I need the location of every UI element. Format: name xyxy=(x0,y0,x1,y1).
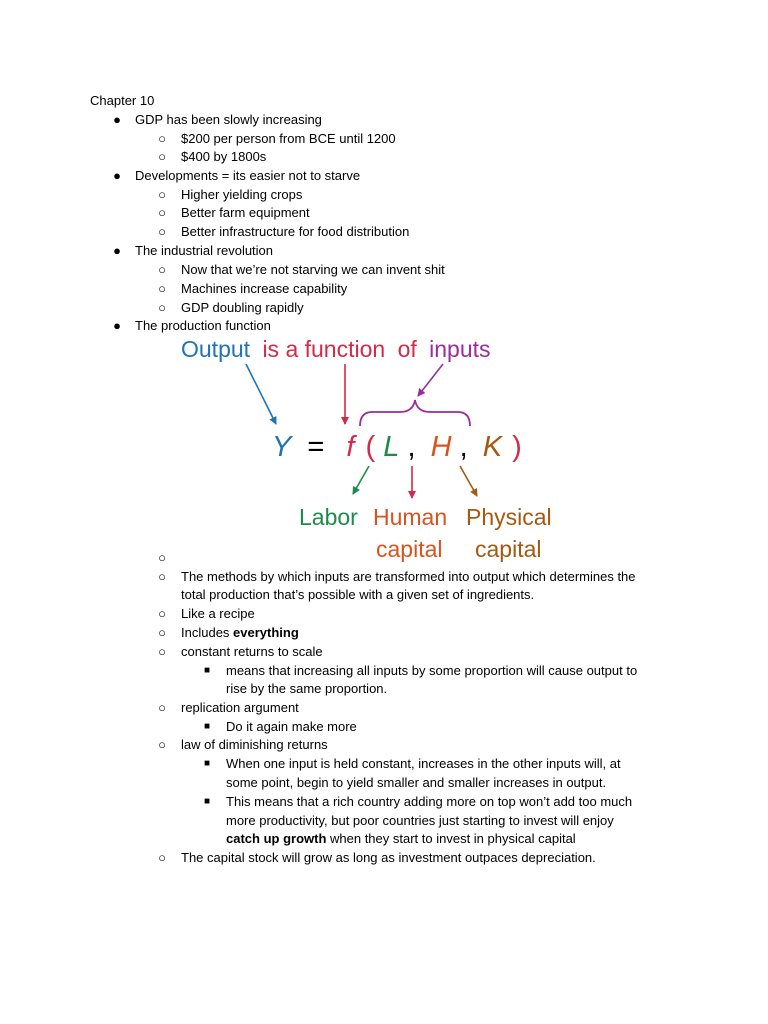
curly-brace-icon xyxy=(360,400,470,426)
list-item: The industrial revolution xyxy=(135,243,274,258)
equation-equals: = xyxy=(307,431,325,463)
diagram-output-label: Output xyxy=(181,336,251,362)
equation-y: Y xyxy=(272,431,292,463)
bullet-hollow-icon: ○ xyxy=(158,281,166,296)
list-item: Now that we’re not starving we can invent shit xyxy=(181,262,445,277)
physical-capital-label-line2: capital xyxy=(475,536,542,562)
bullet-hollow-icon: ○ xyxy=(158,262,166,277)
catch-up-growth-bold-text: catch up growth xyxy=(226,831,327,846)
bullet-hollow-icon: ○ xyxy=(158,224,166,239)
list-item: Do it again make more xyxy=(226,719,357,734)
includes-bold-text: everything xyxy=(233,625,299,640)
equation-comma-1: , xyxy=(407,431,416,463)
bullet-hollow-icon: ○ xyxy=(158,131,166,146)
bullet-hollow-icon: ○ xyxy=(158,205,166,220)
list-item: When one input is held constant, increases in the other inputs will, at xyxy=(226,756,621,771)
bullet-hollow-icon: ○ xyxy=(158,644,166,659)
list-item: This means that a rich country adding more on top won’t add too much xyxy=(226,794,633,809)
equation-l: L xyxy=(383,431,400,463)
diagram-inputs-label: inputs xyxy=(429,336,491,362)
bullet-hollow-icon: ○ xyxy=(158,625,166,640)
bullet-square-icon: ■ xyxy=(203,665,211,676)
equation-f: f xyxy=(346,431,355,463)
includes-text: Includes xyxy=(181,625,234,640)
human-capital-label-line2: capital xyxy=(376,536,443,562)
list-item xyxy=(181,625,299,641)
bullet-filled-icon: ● xyxy=(113,112,121,127)
svg-text:Output is a function o xyxy=(181,336,491,362)
list-item: Like a recipe xyxy=(181,606,255,621)
list-item-continuation xyxy=(226,831,576,847)
list-item: replication argument xyxy=(181,700,299,715)
list-item: means that increasing all inputs by some proportion will cause output to xyxy=(226,663,638,678)
equation-open-paren: ( xyxy=(365,431,376,463)
output-arrow-icon xyxy=(246,364,276,424)
list-item: The methods by which inputs are transformed into output which determines the xyxy=(181,569,636,584)
catch-up-growth-rest-text: when they start to invest in physical capital xyxy=(326,831,576,846)
physical-capital-label-line1: Physical xyxy=(466,504,552,530)
list-item: GDP has been slowly increasing xyxy=(135,112,322,127)
list-item: Machines increase capability xyxy=(181,281,348,296)
equation-k: K xyxy=(482,431,503,463)
list-item: The production function xyxy=(135,318,271,333)
bullet-hollow-icon: ○ xyxy=(158,300,166,315)
bullet-hollow-icon: ○ xyxy=(158,149,166,164)
list-item: Higher yielding crops xyxy=(181,187,303,202)
list-item: GDP doubling rapidly xyxy=(181,300,304,315)
equation-comma-2: , xyxy=(459,431,468,463)
bullet-hollow-icon: ○ xyxy=(158,737,166,752)
list-item-continuation: total production that’s possible with a given set of ingredients. xyxy=(181,587,535,602)
bullet-filled-icon: ● xyxy=(113,318,121,333)
list-item: constant returns to scale xyxy=(181,644,323,659)
list-item: law of diminishing returns xyxy=(181,737,328,752)
list-item: $200 per person from BCE until 1200 xyxy=(181,131,396,146)
human-capital-label-line1: Human xyxy=(373,504,448,530)
list-item: The capital stock will grow as long as investment outpaces depreciation. xyxy=(181,850,596,865)
bullet-hollow-icon: ○ xyxy=(158,550,166,565)
list-item: Better infrastructure for food distribution xyxy=(181,224,410,239)
bullet-hollow-icon: ○ xyxy=(158,700,166,715)
bullet-hollow-icon: ○ xyxy=(158,850,166,865)
labor-arrow-icon xyxy=(353,466,369,494)
list-item: Developments = its easier not to starve xyxy=(135,168,361,183)
list-item-continuation: some point, begin to yield smaller and smaller increases in output. xyxy=(226,775,607,790)
physical-capital-arrow-icon xyxy=(460,466,477,496)
inputs-arrow-icon xyxy=(418,364,443,396)
bullet-square-icon: ■ xyxy=(203,796,211,807)
bullet-filled-icon: ● xyxy=(113,243,121,258)
bullet-hollow-icon: ○ xyxy=(158,569,166,584)
list-item-continuation: rise by the same proportion. xyxy=(226,681,388,696)
list-item: Better farm equipment xyxy=(181,205,310,220)
equation-h: H xyxy=(430,431,452,463)
list-item: $400 by 1800s xyxy=(181,149,267,164)
labor-label: Labor xyxy=(299,504,358,530)
bullet-square-icon: ■ xyxy=(203,721,211,732)
diagram-is-function-label: is a function xyxy=(262,336,386,362)
bullet-hollow-icon: ○ xyxy=(158,187,166,202)
diagram-of-label: of xyxy=(397,336,417,362)
bullet-hollow-icon: ○ xyxy=(158,606,166,621)
equation-close-paren: ) xyxy=(512,431,522,463)
page-title: Chapter 10 xyxy=(90,93,155,108)
list-item-continuation: more productivity, but poor countries just starting to invest will enjoy xyxy=(226,813,614,828)
bullet-filled-icon: ● xyxy=(113,168,121,183)
svg-text:Y = f ( L xyxy=(272,431,522,463)
bullet-square-icon: ■ xyxy=(203,758,211,769)
